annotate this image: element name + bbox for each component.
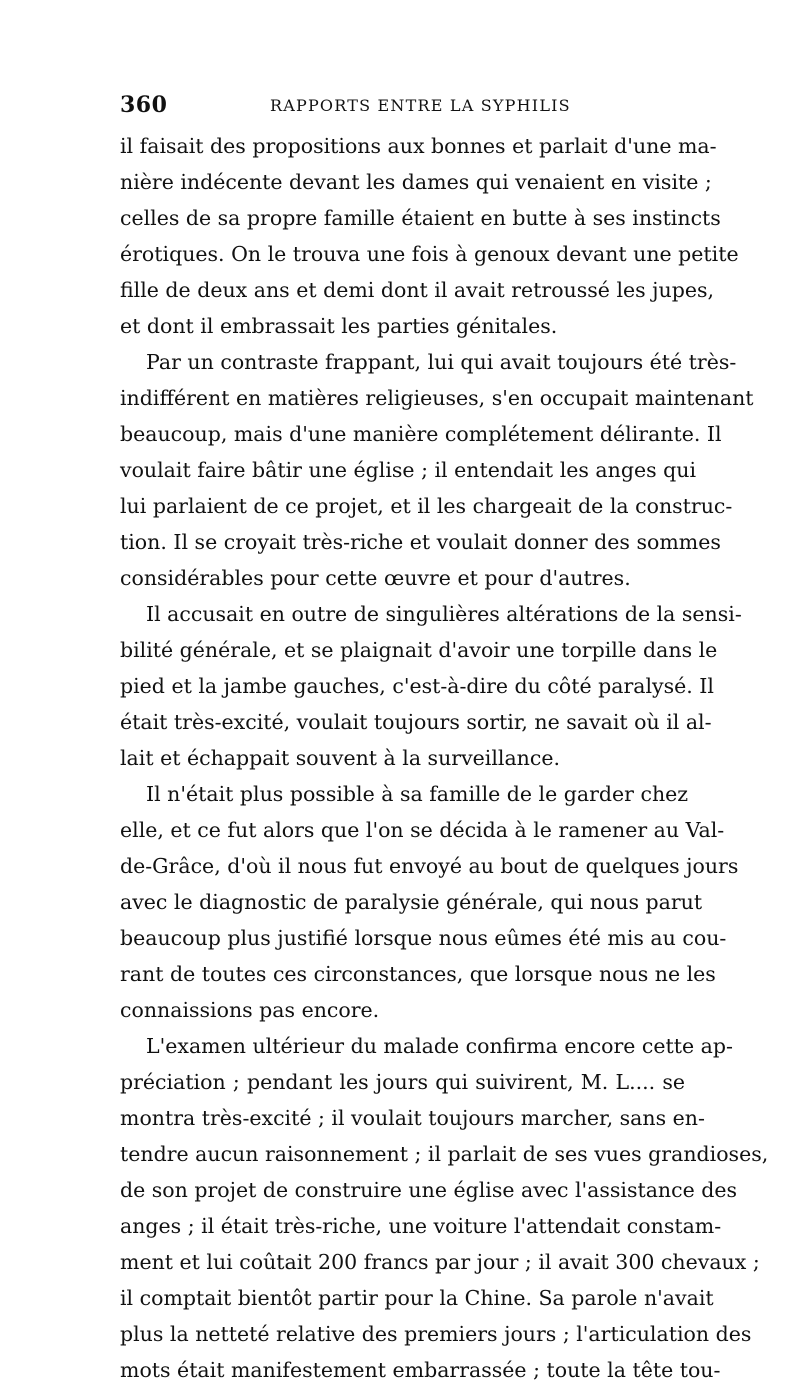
body-text — [120, 128, 769, 1388]
running-title: RAPPORTS ENTRE LA SYPHILIS — [270, 96, 571, 115]
text-line: rant de toutes ces circonstances, que lorsque nous ne les — [120, 962, 716, 986]
text-line: plus la netteté relative des premiers jours ; l'articulation des — [120, 1322, 752, 1346]
text-line: elle, et ce fut alors que l'on se décida à le ramener au Val- — [120, 818, 725, 842]
text-line: indifférent en matières religieuses, s'en occupait maintenant — [120, 386, 754, 410]
text-line: Par un contraste frappant, lui qui avait toujours été très- — [146, 350, 737, 374]
text-line: celles de sa propre famille étaient en butte à ses instincts — [120, 206, 721, 230]
text-line: anges ; il était très-riche, une voiture l'attendait constam- — [120, 1214, 722, 1238]
text-line: bilité générale, et se plaignait d'avoir une torpille dans le — [120, 638, 718, 662]
page-number: 360 — [120, 92, 168, 118]
text-line: préciation ; pendant les jours qui suivirent, M. L.... se — [120, 1070, 685, 1094]
text-line: Il n'était plus possible à sa famille de le garder chez — [146, 782, 689, 806]
text-line: mots était manifestement embarrassée ; toute la tête tou- — [120, 1358, 721, 1382]
text-line: avec le diagnostic de paralysie générale, qui nous parut — [120, 890, 703, 914]
text-line: pied et la jambe gauches, c'est-à-dire du côté paralysé. Il — [120, 674, 714, 698]
page-header — [120, 92, 685, 118]
text-line: fille de deux ans et demi dont il avait retroussé les jupes, — [120, 278, 715, 302]
text-line: Il accusait en outre de singulières altérations de la sensi- — [146, 602, 742, 626]
text-line: tion. Il se croyait très-riche et voulait donner des sommes — [120, 530, 721, 554]
text-line: voulait faire bâtir une église ; il entendait les anges qui — [120, 458, 697, 482]
text-line: et dont il embrassait les parties génitales. — [120, 314, 558, 338]
text-line: il comptait bientôt partir pour la Chine. Sa parole n'avait — [120, 1286, 714, 1310]
text-line: considérables pour cette œuvre et pour d'autres. — [120, 566, 631, 590]
text-line: de son projet de construire une église avec l'assistance des — [120, 1178, 738, 1202]
text-line: il faisait des propositions aux bonnes et parlait d'une ma- — [120, 134, 717, 158]
text-line: connaissions pas encore. — [120, 998, 380, 1022]
text-line: était très-excité, voulait toujours sortir, ne savait où il al- — [120, 710, 712, 734]
text-line: nière indécente devant les dames qui venaient en visite ; — [120, 170, 712, 194]
text-line: de-Grâce, d'où il nous fut envoyé au bout de quelques jours — [120, 854, 739, 878]
text-line: L'examen ultérieur du malade confirma encore cette ap- — [146, 1034, 733, 1058]
text-line: beaucoup, mais d'une manière complétement délirante. Il — [120, 422, 722, 446]
text-line: ment et lui coûtait 200 francs par jour ; il avait 300 chevaux ; — [120, 1250, 760, 1274]
text-line: montra très-excité ; il voulait toujours marcher, sans en- — [120, 1106, 705, 1130]
text-line: érotiques. On le trouva une fois à genoux devant une petite — [120, 242, 739, 266]
text-line: lui parlaient de ce projet, et il les chargeait de la construc- — [120, 494, 733, 518]
text-line: beaucoup plus justifié lorsque nous eûmes été mis au cou- — [120, 926, 727, 950]
text-line: tendre aucun raisonnement ; il parlait de ses vues grandioses, — [120, 1142, 769, 1166]
text-line: lait et échappait souvent à la surveillance. — [120, 746, 561, 770]
